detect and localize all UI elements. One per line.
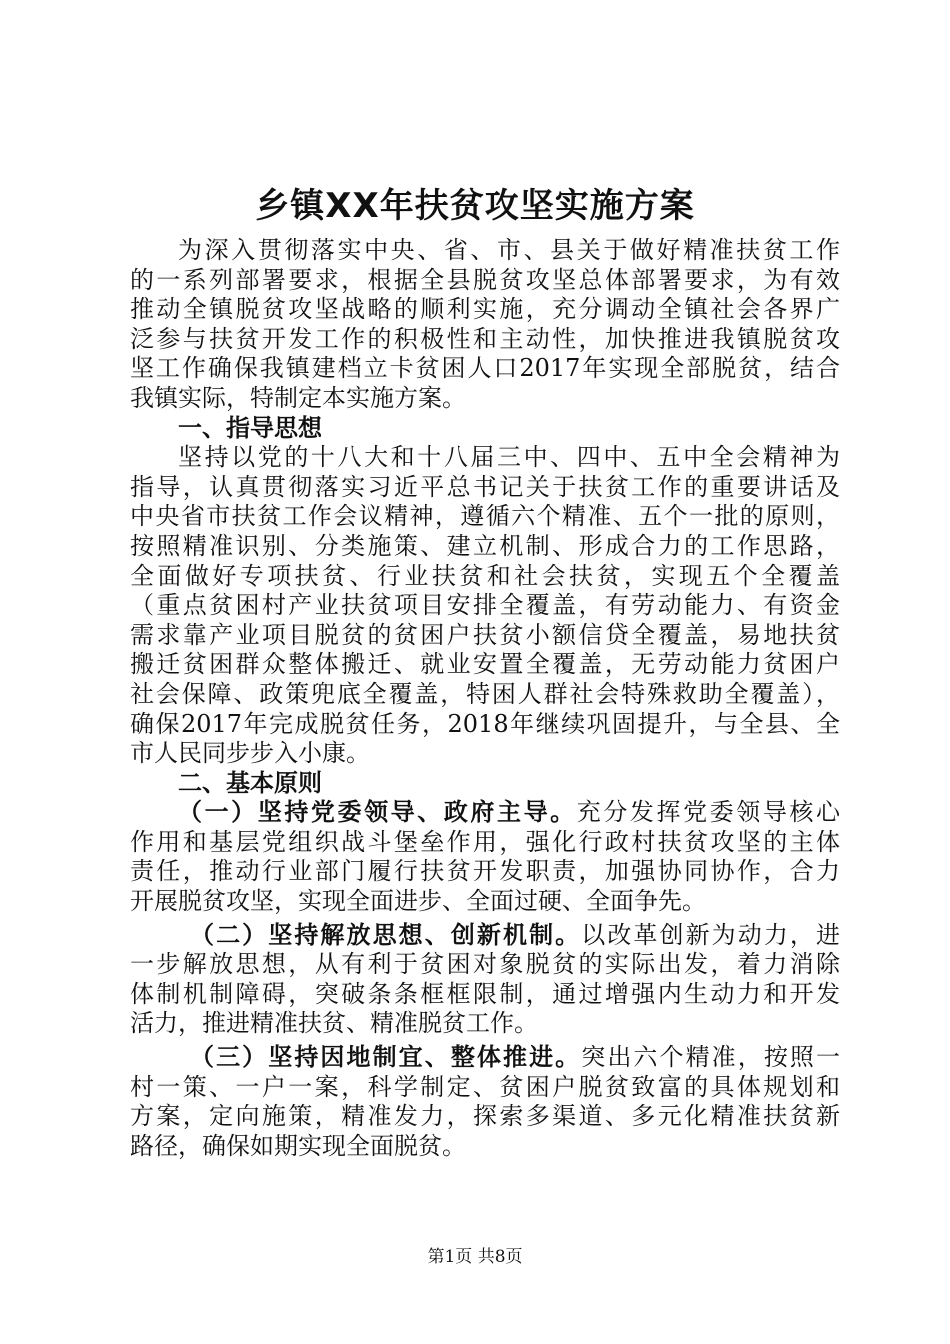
text-line: 需求靠产业项目脱贫的贫困户扶贫小额信贷全覆盖，易地扶贫	[130, 620, 840, 649]
text-line	[130, 798, 840, 828]
principle-title: （二）坚持解放思想、创新机制。	[190, 920, 582, 949]
text-line: 中央省市扶贫工作会议精神，遵循六个精准、五个一批的原则，	[130, 502, 840, 531]
text-line	[130, 921, 840, 951]
text-line: 为深入贯彻落实中央、省、市、县关于做好精准扶贫工作	[178, 236, 840, 264]
document-title: 乡镇XX年扶贫攻坚实施方案	[255, 186, 695, 226]
principle-paragraph-3	[130, 1043, 840, 1161]
text-line: 确保2017年完成脱贫任务，2018年继续巩固提升，与全县、全	[130, 709, 840, 738]
text-line: 作用和基层党组织战斗堡垒作用，强化行政村扶贫攻坚的主体	[130, 827, 840, 856]
text-line: 指导，认真贯彻落实习近平总书记关于扶贫工作的重要讲话及	[130, 472, 840, 501]
text-line: 开展脱贫攻坚，实现全面进步、全面过硬、全面争先。	[130, 887, 706, 916]
text-line: 搬迁贫困群众整体搬迁、就业安置全覆盖，无劳动能力贫困户	[130, 650, 840, 679]
principle-title: （一）坚持党委领导、政府主导。	[178, 798, 577, 827]
text-line: 按照精准识别、分类施策、建立机制、形成合力的工作思路，	[130, 531, 840, 560]
text-span: 以改革创新为动力，进	[581, 920, 840, 949]
text-line: 社会保障、政策兜底全覆盖，特困人群社会特殊救助全覆盖），	[130, 679, 840, 708]
text-line	[130, 1043, 840, 1073]
text-line: 一步解放思想，从有利于贫困对象脱贫的实际出发，着力消除	[130, 950, 840, 979]
text-line: 体制机制障碍，突破条条框框限制，通过增强内生动力和开发	[130, 979, 840, 1008]
text-line: 坚持以党的十八大和十八届三中、四中、五中全会精神为	[178, 443, 840, 472]
text-span: 突出六个精准，按照一	[581, 1043, 840, 1072]
text-line: 我镇实际，特制定本实施方案。	[130, 383, 466, 412]
intro-paragraph	[130, 236, 840, 414]
principle-paragraph-2	[130, 921, 840, 1039]
text-line: 坚工作确保我镇建档立卡贫困人口2017年实现全部脱贫，结合	[130, 354, 840, 383]
text-line: 推动全镇脱贫攻坚战略的顺利实施，充分调动全镇社会各界广	[130, 295, 840, 324]
text-line: （重点贫困村产业扶贫项目安排全覆盖，有劳动能力、有资金	[130, 591, 840, 620]
text-line: 的一系列部署要求，根据全县脱贫攻坚总体部署要求，为有效	[130, 265, 840, 294]
text-line: 村一策、一户一案，科学制定、贫困户脱贫致富的具体规划和	[130, 1072, 840, 1101]
text-span: 充分发挥党委领导核心	[576, 798, 840, 827]
document-body	[130, 236, 840, 1161]
text-line: 泛参与扶贫开发工作的积极性和主动性，加快推进我镇脱贫攻	[130, 324, 840, 353]
principle-title: （三）坚持因地制宜、整体推进。	[190, 1043, 582, 1072]
text-line: 方案，定向施策，精准发力，探索多渠道、多元化精准扶贫新	[130, 1102, 840, 1131]
page-footer: 第1页 共8页	[427, 1247, 523, 1267]
guiding-ideology-paragraph	[130, 443, 840, 769]
text-line: 活力，推进精准扶贫、精准脱贫工作。	[130, 1009, 538, 1038]
text-line: 路径，确保如期实现全面脱贫。	[130, 1131, 466, 1160]
section-heading-guiding-ideology: 一、指导思想	[178, 413, 322, 442]
text-line: 责任，推动行业部门履行扶贫开发职责，加强协同协作，合力	[130, 857, 840, 886]
text-line: 全面做好专项扶贫、行业扶贫和社会扶贫，实现五个全覆盖	[130, 561, 840, 590]
text-line: 市人民同步步入小康。	[130, 739, 370, 768]
principle-paragraph-1	[130, 798, 840, 916]
section-heading-basic-principles: 二、基本原则	[178, 768, 322, 797]
